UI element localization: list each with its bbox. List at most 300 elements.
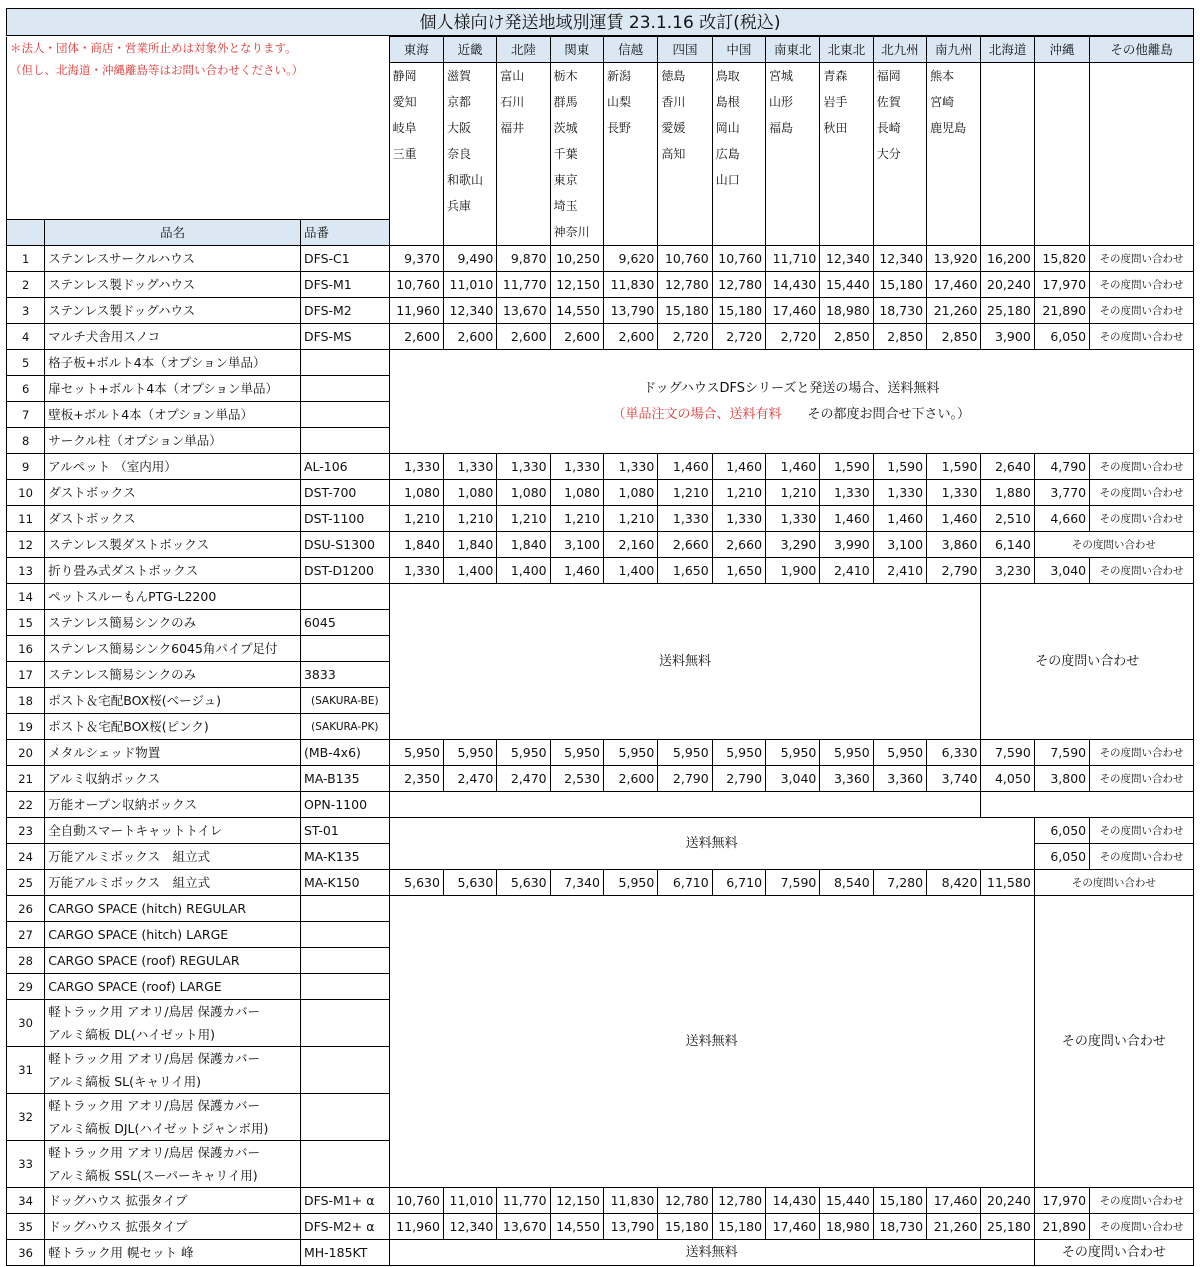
region-header-row bbox=[7, 37, 1194, 63]
price-cell: 5,630 bbox=[443, 870, 496, 896]
row-number: 18 bbox=[7, 688, 45, 714]
price-cell: 12,780 bbox=[712, 1188, 765, 1214]
prefecture-list bbox=[712, 63, 765, 246]
price-cell: 14,550 bbox=[550, 1214, 603, 1240]
prefecture-name: 宮崎 bbox=[930, 95, 955, 109]
free-shipping-cell: 送料無料 bbox=[389, 1240, 1034, 1266]
price-cell: 1,330 bbox=[712, 506, 765, 532]
region-header: その他離島 bbox=[1090, 37, 1194, 63]
price-cell: 1,400 bbox=[443, 558, 496, 584]
price-cell: 1,210 bbox=[603, 506, 657, 532]
price-cell: 6,710 bbox=[712, 870, 765, 896]
prefecture-name: 石川 bbox=[500, 95, 525, 109]
inquiry-cell: その度問い合わせ bbox=[1090, 272, 1194, 298]
inquiry-merged: その度問い合わせ bbox=[981, 584, 1194, 740]
price-cell: 1,460 bbox=[927, 506, 981, 532]
row-number: 1 bbox=[7, 246, 45, 272]
region-header: 関東 bbox=[550, 37, 603, 63]
row-number: 34 bbox=[7, 1188, 45, 1214]
price-cell: 2,600 bbox=[497, 324, 550, 350]
product-code: DST-700 bbox=[300, 480, 389, 506]
prefecture-name: 千葉 bbox=[553, 147, 578, 161]
price-cell: 9,620 bbox=[603, 246, 657, 272]
product-code: DFS-M1+ α bbox=[300, 1188, 389, 1214]
product-name: ドッグハウス 拡張タイプ bbox=[45, 1188, 301, 1214]
price-cell: 1,330 bbox=[497, 454, 550, 480]
price-cell: 2,510 bbox=[981, 506, 1034, 532]
row-number: 23 bbox=[7, 818, 45, 844]
product-name-line: アルミ縞板 SSL(スーパーキャリイ用) bbox=[48, 1168, 258, 1183]
price-cell: 11,010 bbox=[443, 1188, 496, 1214]
prefecture-name: 山梨 bbox=[606, 95, 631, 109]
price-cell: 10,760 bbox=[658, 246, 712, 272]
region-header: 北九州 bbox=[873, 37, 926, 63]
price-cell: 8,420 bbox=[927, 870, 981, 896]
price-cell: 11,960 bbox=[389, 298, 443, 324]
product-code bbox=[300, 948, 389, 974]
price-cell: 1,840 bbox=[389, 532, 443, 558]
product-name: 全自動スマートキャットトイレ bbox=[45, 818, 301, 844]
product-name-line: アルミ縞板 DL(ハイゼット用) bbox=[48, 1027, 215, 1042]
price-cell: 3,990 bbox=[820, 532, 873, 558]
product-name bbox=[45, 1141, 301, 1188]
price-cell: 2,850 bbox=[820, 324, 873, 350]
product-code bbox=[300, 1141, 389, 1188]
prefecture-list bbox=[981, 63, 1034, 246]
prefecture-name: 栃木 bbox=[553, 69, 578, 83]
region-header: 近畿 bbox=[443, 37, 496, 63]
price-cell: 2,790 bbox=[712, 766, 765, 792]
row-number: 31 bbox=[7, 1047, 45, 1094]
region-header: 北陸 bbox=[497, 37, 550, 63]
price-cell: 5,950 bbox=[603, 740, 657, 766]
prefecture-name: 宮城 bbox=[769, 69, 794, 83]
dfs-note-line: ドッグハウスDFSシリーズと発送の場合、送料無料 bbox=[643, 380, 940, 396]
price-cell: 6,050 bbox=[1034, 844, 1089, 870]
table-row bbox=[7, 272, 1194, 298]
product-name: ダストボックス bbox=[45, 480, 301, 506]
free-shipping-cell: 送料無料 bbox=[389, 818, 1034, 870]
price-cell: 2,410 bbox=[820, 558, 873, 584]
row-number: 11 bbox=[7, 506, 45, 532]
product-name: ステンレス製ドッグハウス bbox=[45, 272, 301, 298]
price-cell: 11,010 bbox=[443, 272, 496, 298]
prefecture-name: 鳥取 bbox=[715, 69, 740, 83]
row-number: 33 bbox=[7, 1141, 45, 1188]
price-cell: 9,490 bbox=[443, 246, 496, 272]
product-code bbox=[300, 636, 389, 662]
price-cell: 11,830 bbox=[603, 1188, 657, 1214]
region-header: 四国 bbox=[658, 37, 712, 63]
product-code: DFS-M2 bbox=[300, 298, 389, 324]
price-cell: 1,330 bbox=[927, 480, 981, 506]
price-cell: 1,460 bbox=[820, 506, 873, 532]
price-cell: 12,340 bbox=[820, 246, 873, 272]
prefecture-name: 福島 bbox=[769, 121, 794, 135]
product-name: ステンレス製ダストボックス bbox=[45, 532, 301, 558]
price-cell: 15,440 bbox=[820, 272, 873, 298]
price-cell: 7,590 bbox=[981, 740, 1034, 766]
price-cell: 3,860 bbox=[927, 532, 981, 558]
price-cell: 1,210 bbox=[443, 506, 496, 532]
price-cell: 10,250 bbox=[550, 246, 603, 272]
code-header: 品番 bbox=[300, 220, 389, 246]
prefecture-list bbox=[1090, 63, 1194, 246]
product-code: DST-1100 bbox=[300, 506, 389, 532]
prefecture-list bbox=[658, 63, 712, 246]
product-code: 3833 bbox=[300, 662, 389, 688]
table-row bbox=[7, 584, 1194, 610]
price-cell: 15,180 bbox=[873, 272, 926, 298]
region-header: 信越 bbox=[603, 37, 657, 63]
price-cell: 3,900 bbox=[981, 324, 1034, 350]
region-header: 東海 bbox=[389, 37, 443, 63]
price-cell: 1,650 bbox=[712, 558, 765, 584]
price-cell: 1,330 bbox=[443, 454, 496, 480]
price-cell: 18,980 bbox=[820, 298, 873, 324]
inquiry-cell: その度問い合わせ bbox=[1090, 1214, 1194, 1240]
product-code: (MB-4x6) bbox=[300, 740, 389, 766]
product-code: DFS-C1 bbox=[300, 246, 389, 272]
price-cell: 3,740 bbox=[927, 766, 981, 792]
price-cell: 15,440 bbox=[820, 1188, 873, 1214]
prefecture-name: 京都 bbox=[446, 95, 471, 109]
price-cell: 12,340 bbox=[873, 246, 926, 272]
price-cell: 10,760 bbox=[389, 272, 443, 298]
inquiry-cell: その度問い合わせ bbox=[1090, 506, 1194, 532]
price-cell: 3,360 bbox=[820, 766, 873, 792]
table-row bbox=[7, 1240, 1194, 1266]
product-name: 万能アルミボックス 組立式 bbox=[45, 870, 301, 896]
price-cell: 5,950 bbox=[389, 740, 443, 766]
prefecture-name: 兵庫 bbox=[446, 199, 471, 213]
prefecture-list bbox=[603, 63, 657, 246]
row-number: 10 bbox=[7, 480, 45, 506]
shipping-notes bbox=[7, 37, 390, 220]
region-header: 南九州 bbox=[927, 37, 981, 63]
price-cell: 15,180 bbox=[873, 1188, 926, 1214]
price-cell: 11,830 bbox=[603, 272, 657, 298]
price-cell: 5,950 bbox=[820, 740, 873, 766]
table-row bbox=[7, 740, 1194, 766]
table-row bbox=[7, 1214, 1194, 1240]
row-number: 16 bbox=[7, 636, 45, 662]
price-cell: 6,050 bbox=[1034, 324, 1089, 350]
product-name: 折り畳み式ダストボックス bbox=[45, 558, 301, 584]
price-cell: 5,950 bbox=[603, 870, 657, 896]
price-cell: 17,460 bbox=[927, 272, 981, 298]
table-row bbox=[7, 506, 1194, 532]
product-code bbox=[300, 1000, 389, 1047]
product-name: 万能オープン収納ボックス bbox=[45, 792, 301, 818]
prefecture-name: 長崎 bbox=[876, 121, 901, 135]
row-number: 3 bbox=[7, 298, 45, 324]
dfs-note-red: （単品注文の場合、送料有料 bbox=[612, 406, 782, 422]
table-row bbox=[7, 558, 1194, 584]
price-cell: 20,240 bbox=[981, 272, 1034, 298]
price-cell: 13,790 bbox=[603, 298, 657, 324]
index-header bbox=[7, 220, 45, 246]
price-cell: 7,590 bbox=[1034, 740, 1089, 766]
price-cell: 14,430 bbox=[766, 272, 820, 298]
prefecture-name: 青森 bbox=[823, 69, 848, 83]
product-name: 万能アルミボックス 組立式 bbox=[45, 844, 301, 870]
dfs-shipping-note bbox=[389, 350, 1193, 454]
price-cell: 2,600 bbox=[389, 324, 443, 350]
inquiry-cell: その度問い合わせ bbox=[1090, 558, 1194, 584]
prefecture-list bbox=[443, 63, 496, 246]
price-cell: 21,260 bbox=[927, 1214, 981, 1240]
region-header: 北東北 bbox=[820, 37, 873, 63]
price-cell: 5,950 bbox=[766, 740, 820, 766]
product-code bbox=[300, 428, 389, 454]
row-number: 19 bbox=[7, 714, 45, 740]
product-name-line: アルミ縞板 DJL(ハイゼットジャンボ用) bbox=[48, 1121, 269, 1136]
price-cell: 2,470 bbox=[497, 766, 550, 792]
table-row bbox=[7, 792, 1194, 818]
price-cell: 1,210 bbox=[497, 506, 550, 532]
prefecture-name: 茨城 bbox=[553, 121, 578, 135]
prefecture-name: 奈良 bbox=[446, 147, 471, 161]
rate-sheet bbox=[6, 8, 1194, 1266]
inquiry-cell: その度問い合わせ bbox=[1090, 480, 1194, 506]
price-cell: 4,790 bbox=[1034, 454, 1089, 480]
price-cell: 3,100 bbox=[550, 532, 603, 558]
row-number: 15 bbox=[7, 610, 45, 636]
row-number: 14 bbox=[7, 584, 45, 610]
price-cell: 2,790 bbox=[658, 766, 712, 792]
product-name: メタルシェッド物置 bbox=[45, 740, 301, 766]
product-name: ステンレス簡易シンクのみ bbox=[45, 610, 301, 636]
prefecture-name: 和歌山 bbox=[446, 173, 483, 187]
price-cell: 6,140 bbox=[981, 532, 1034, 558]
price-cell: 1,330 bbox=[389, 558, 443, 584]
price-cell: 13,920 bbox=[927, 246, 981, 272]
product-name: CARGO SPACE (roof) LARGE bbox=[45, 974, 301, 1000]
price-cell: 4,050 bbox=[981, 766, 1034, 792]
row-number: 17 bbox=[7, 662, 45, 688]
price-cell: 1,650 bbox=[658, 558, 712, 584]
row-number: 22 bbox=[7, 792, 45, 818]
price-cell: 12,150 bbox=[550, 272, 603, 298]
product-code bbox=[300, 376, 389, 402]
price-cell: 5,950 bbox=[443, 740, 496, 766]
price-cell: 12,340 bbox=[443, 1214, 496, 1240]
price-cell: 20,240 bbox=[981, 1188, 1034, 1214]
row-number: 32 bbox=[7, 1094, 45, 1141]
prefecture-name: 岐阜 bbox=[392, 121, 417, 135]
prefecture-name: 福井 bbox=[500, 121, 525, 135]
inquiry-cell: その度問い合わせ bbox=[1090, 1188, 1194, 1214]
price-cell: 1,080 bbox=[550, 480, 603, 506]
price-cell: 5,950 bbox=[550, 740, 603, 766]
row-number: 20 bbox=[7, 740, 45, 766]
price-cell: 1,330 bbox=[658, 506, 712, 532]
prefecture-name: 高知 bbox=[661, 147, 686, 161]
product-code: AL-106 bbox=[300, 454, 389, 480]
inquiry-cell: その度問い合わせ bbox=[1034, 532, 1193, 558]
prefecture-name: 三重 bbox=[392, 147, 417, 161]
table-row bbox=[7, 870, 1194, 896]
prefecture-name: 長野 bbox=[606, 121, 631, 135]
price-cell: 8,540 bbox=[820, 870, 873, 896]
inquiry-cell: その度問い合わせ bbox=[1090, 766, 1194, 792]
note-line: （但し、北海道・沖縄離島等はお問い合わせください。） bbox=[10, 62, 304, 77]
blank-cell bbox=[981, 792, 1194, 818]
price-cell: 1,460 bbox=[658, 454, 712, 480]
table-row bbox=[7, 324, 1194, 350]
price-cell: 1,330 bbox=[766, 506, 820, 532]
price-cell: 3,230 bbox=[981, 558, 1034, 584]
table-row bbox=[7, 350, 1194, 376]
prefecture-name: 岩手 bbox=[823, 95, 848, 109]
price-cell: 15,180 bbox=[712, 1214, 765, 1240]
price-cell: 3,770 bbox=[1034, 480, 1089, 506]
price-cell: 17,460 bbox=[927, 1188, 981, 1214]
rate-table bbox=[6, 36, 1194, 1266]
product-name: CARGO SPACE (hitch) LARGE bbox=[45, 922, 301, 948]
row-number: 6 bbox=[7, 376, 45, 402]
product-name-line: 軽トラック用 アオリ/鳥居 保護カバー bbox=[48, 1004, 261, 1019]
table-row bbox=[7, 480, 1194, 506]
product-name: ポスト＆宅配BOX桜(ピンク) bbox=[45, 714, 301, 740]
price-cell: 2,850 bbox=[873, 324, 926, 350]
name-header: 品名 bbox=[45, 220, 301, 246]
inquiry-cell: その度問い合わせ bbox=[1034, 870, 1193, 896]
row-number: 12 bbox=[7, 532, 45, 558]
prefecture-name: 滋賀 bbox=[446, 69, 471, 83]
prefecture-name: 新潟 bbox=[606, 69, 631, 83]
price-cell: 1,210 bbox=[389, 506, 443, 532]
prefecture-list bbox=[873, 63, 926, 246]
price-cell: 3,100 bbox=[873, 532, 926, 558]
price-cell: 13,670 bbox=[497, 298, 550, 324]
row-number: 13 bbox=[7, 558, 45, 584]
price-cell: 21,260 bbox=[927, 298, 981, 324]
price-cell: 18,730 bbox=[873, 298, 926, 324]
price-cell: 1,210 bbox=[766, 480, 820, 506]
price-cell: 1,590 bbox=[820, 454, 873, 480]
price-cell: 2,530 bbox=[550, 766, 603, 792]
dfs-note-line bbox=[393, 402, 1190, 428]
region-header: 中国 bbox=[712, 37, 765, 63]
row-number: 27 bbox=[7, 922, 45, 948]
price-cell: 16,200 bbox=[981, 246, 1034, 272]
product-code: OPN-1100 bbox=[300, 792, 389, 818]
price-cell: 12,780 bbox=[712, 272, 765, 298]
inquiry-cell: その度問い合わせ bbox=[1090, 844, 1194, 870]
price-cell: 1,210 bbox=[712, 480, 765, 506]
table-row bbox=[7, 532, 1194, 558]
price-cell: 1,400 bbox=[603, 558, 657, 584]
price-cell: 2,850 bbox=[927, 324, 981, 350]
prefecture-name: 群馬 bbox=[553, 95, 578, 109]
row-number: 5 bbox=[7, 350, 45, 376]
row-number: 35 bbox=[7, 1214, 45, 1240]
price-cell: 6,710 bbox=[658, 870, 712, 896]
inquiry-cell: その度問い合わせ bbox=[1090, 246, 1194, 272]
prefecture-name: 秋田 bbox=[823, 121, 848, 135]
inquiry-cell: その度問い合わせ bbox=[1090, 818, 1194, 844]
product-name-line: 軽トラック用 アオリ/鳥居 保護カバー bbox=[48, 1051, 261, 1066]
prefecture-name: 大分 bbox=[876, 147, 901, 161]
price-cell: 1,080 bbox=[497, 480, 550, 506]
prefecture-name: 熊本 bbox=[930, 69, 955, 83]
price-cell: 3,360 bbox=[873, 766, 926, 792]
free-shipping-cell: 送料無料 bbox=[389, 896, 1034, 1188]
product-name-line: 軽トラック用 アオリ/鳥居 保護カバー bbox=[48, 1098, 261, 1113]
price-cell: 4,660 bbox=[1034, 506, 1089, 532]
price-cell: 1,840 bbox=[497, 532, 550, 558]
product-code: DFS-MS bbox=[300, 324, 389, 350]
price-cell: 9,870 bbox=[497, 246, 550, 272]
region-header: 北海道 bbox=[981, 37, 1034, 63]
product-name: 格子板+ボルト4本（オプション単品） bbox=[45, 350, 301, 376]
price-cell: 11,770 bbox=[497, 272, 550, 298]
inquiry-cell: その度問い合わせ bbox=[1090, 298, 1194, 324]
price-cell: 2,600 bbox=[550, 324, 603, 350]
price-cell: 12,780 bbox=[658, 1188, 712, 1214]
product-name: ポスト＆宅配BOX桜(ベージュ) bbox=[45, 688, 301, 714]
row-number: 28 bbox=[7, 948, 45, 974]
product-name bbox=[45, 1094, 301, 1141]
price-cell: 17,460 bbox=[766, 298, 820, 324]
product-code: ST-01 bbox=[300, 818, 389, 844]
prefecture-list bbox=[497, 63, 550, 246]
price-cell: 11,710 bbox=[766, 246, 820, 272]
product-code bbox=[300, 402, 389, 428]
price-cell: 12,340 bbox=[443, 298, 496, 324]
row-number: 30 bbox=[7, 1000, 45, 1047]
inquiry-cell: その度問い合わせ bbox=[1090, 454, 1194, 480]
price-cell: 2,470 bbox=[443, 766, 496, 792]
price-cell: 2,790 bbox=[927, 558, 981, 584]
price-cell: 2,720 bbox=[658, 324, 712, 350]
product-name: アルペット （室内用） bbox=[45, 454, 301, 480]
price-cell: 14,430 bbox=[766, 1188, 820, 1214]
product-name: ペットスルーもんPTG-L2200 bbox=[45, 584, 301, 610]
product-code: MH-185KT bbox=[300, 1240, 389, 1266]
inquiry-merged: その度問い合わせ bbox=[1034, 896, 1193, 1188]
row-number: 24 bbox=[7, 844, 45, 870]
price-cell: 12,150 bbox=[550, 1188, 603, 1214]
product-code: 6045 bbox=[300, 610, 389, 636]
price-cell: 11,960 bbox=[389, 1214, 443, 1240]
price-cell: 13,670 bbox=[497, 1214, 550, 1240]
row-number: 8 bbox=[7, 428, 45, 454]
row-number: 36 bbox=[7, 1240, 45, 1266]
product-code: (SAKURA-BE) bbox=[300, 688, 389, 714]
price-cell: 18,730 bbox=[873, 1214, 926, 1240]
row-number: 26 bbox=[7, 896, 45, 922]
region-header: 沖縄 bbox=[1034, 37, 1089, 63]
product-code bbox=[300, 1047, 389, 1094]
product-name-line: 軽トラック用 アオリ/鳥居 保護カバー bbox=[48, 1145, 261, 1160]
price-cell: 6,330 bbox=[927, 740, 981, 766]
product-code: MA-K135 bbox=[300, 844, 389, 870]
product-code: (SAKURA-PK) bbox=[300, 714, 389, 740]
sheet-title: 個人様向け発送地域別運賃 23.1.16 改訂(税込) bbox=[6, 8, 1194, 36]
price-cell: 2,160 bbox=[603, 532, 657, 558]
prefecture-name: 福岡 bbox=[876, 69, 901, 83]
price-cell: 5,950 bbox=[873, 740, 926, 766]
inquiry-merged: その度問い合わせ bbox=[1034, 1240, 1193, 1266]
price-cell: 2,720 bbox=[766, 324, 820, 350]
product-name: ステンレスサークルハウス bbox=[45, 246, 301, 272]
price-cell: 1,330 bbox=[603, 454, 657, 480]
row-number: 29 bbox=[7, 974, 45, 1000]
prefecture-name: 山形 bbox=[769, 95, 794, 109]
